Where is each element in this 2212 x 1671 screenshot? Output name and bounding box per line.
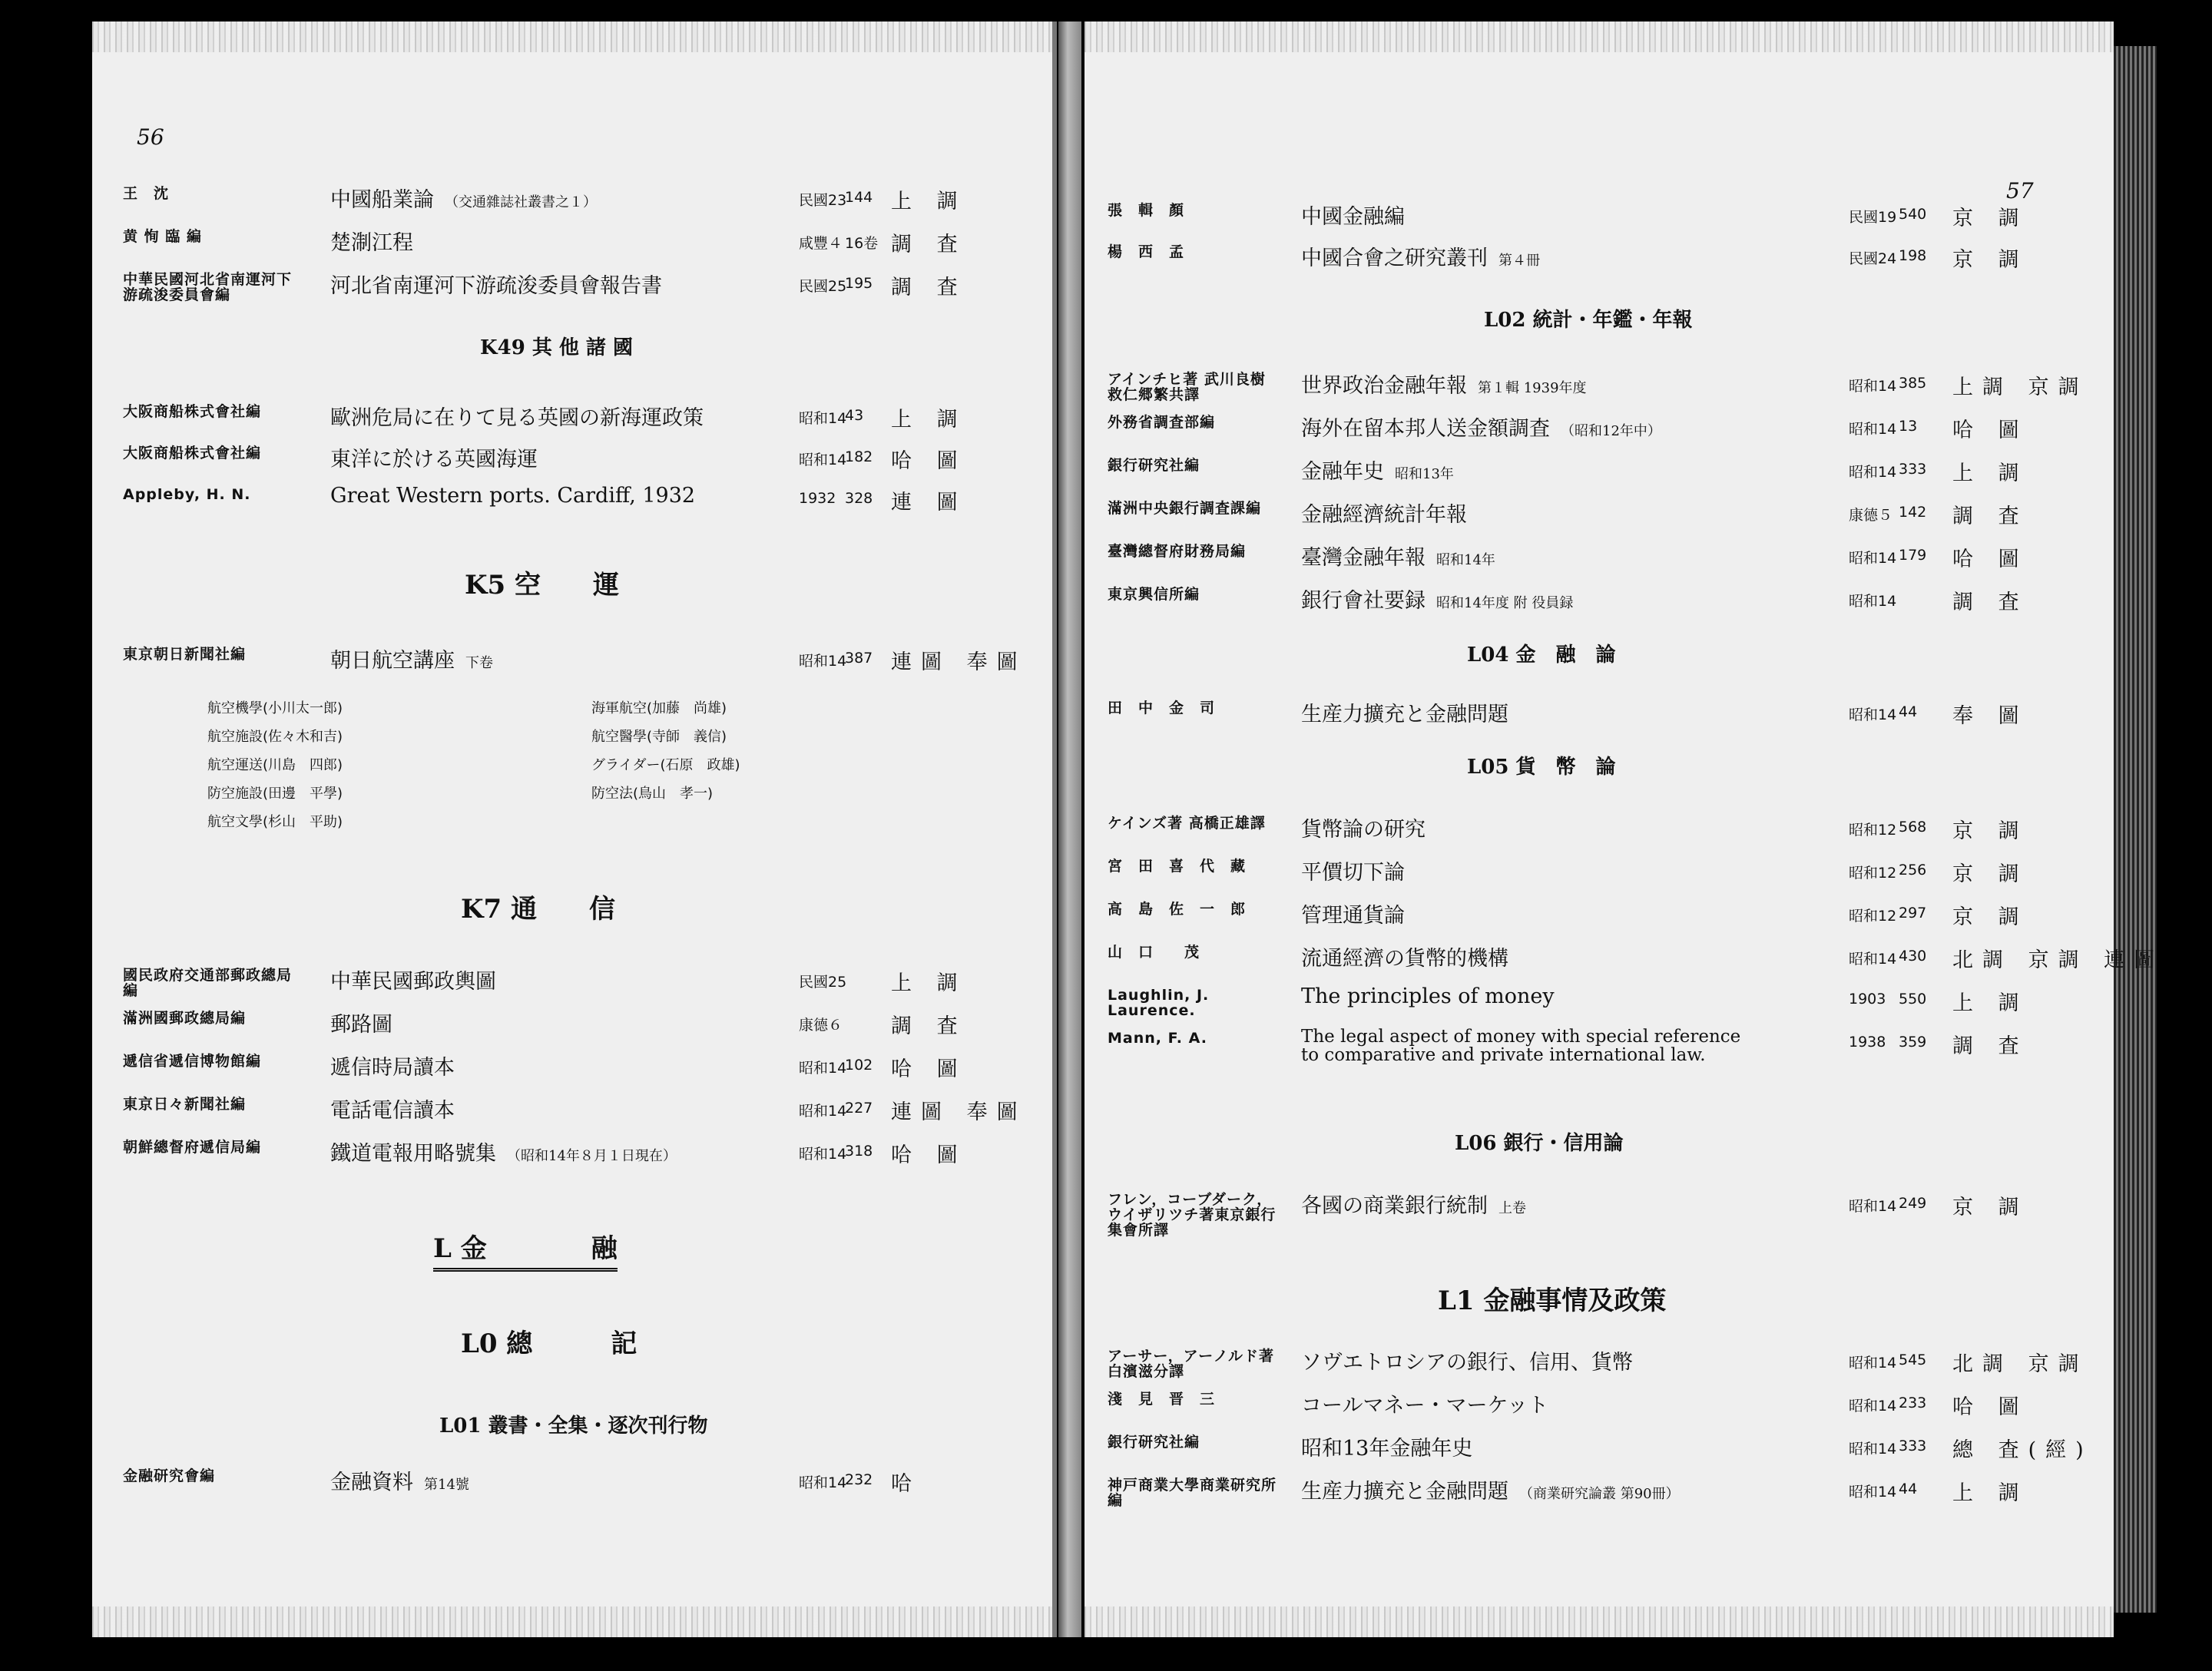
entry-year: 昭和14 bbox=[799, 1474, 847, 1491]
scan-noise-top bbox=[92, 22, 1052, 52]
entry-title: 中華民國郵政輿圖 bbox=[330, 970, 496, 994]
entry-row bbox=[1084, 584, 2114, 624]
entry-note: 上卷 bbox=[1498, 1200, 1526, 1216]
entry-author: 朝鮮總督府遞信局編 bbox=[123, 1139, 262, 1156]
entry-author: Laughlin, J. Laurence. bbox=[1108, 987, 1210, 1019]
entry-pages: 195 bbox=[845, 275, 873, 292]
section-heading-l05: L05 貨 幣 論 bbox=[1467, 756, 1616, 779]
entry-location: 哈 圖 bbox=[891, 1057, 967, 1081]
entry-title: 朝日航空講座 下卷 bbox=[330, 649, 493, 673]
entry-author: 金融研究會編 bbox=[123, 1468, 216, 1484]
entry-pages: 318 bbox=[845, 1143, 873, 1160]
entry-year: 1932 bbox=[799, 490, 836, 507]
entry-year: 昭和14 bbox=[1849, 951, 1897, 968]
entry-title: 遞信時局讀本 bbox=[330, 1056, 455, 1080]
entry-row bbox=[1084, 1431, 2114, 1471]
entry-year: 昭和14 bbox=[1849, 593, 1897, 610]
entry-author: 楊 西 孟 bbox=[1108, 243, 1185, 260]
entry-title: Great Western ports. Cardiff, 1932 bbox=[330, 484, 696, 508]
entry-author: 銀行研究社編 bbox=[1108, 457, 1200, 474]
entry-year: 昭和14 bbox=[1849, 1355, 1897, 1372]
entry-author: 東京朝日新聞社編 bbox=[123, 646, 247, 663]
entry-year: 昭和14 bbox=[799, 452, 847, 468]
entry-note: 昭和13年 bbox=[1395, 466, 1454, 482]
entry-location: 連圖 奉圖 bbox=[891, 1100, 1027, 1124]
entry-title: 平價切下論 bbox=[1301, 861, 1405, 885]
entry-title: The legal aspect of money with special reference to comparative and private international law. bbox=[1301, 1027, 1741, 1065]
entry-title: 海外在留本邦人送金額調査 （昭和12年中） bbox=[1301, 417, 1661, 441]
entry-author: アインチヒ著 武川良樹 救仁郷繁共譯 bbox=[1108, 371, 1266, 403]
entry-title: コールマネー・マーケット bbox=[1301, 1394, 1549, 1418]
entry-location: 調 査 bbox=[1952, 505, 2028, 528]
entry-author: 田 中 金 司 bbox=[1108, 700, 1216, 716]
entry-title: The principles of money bbox=[1301, 984, 1555, 1008]
entry-pages: 550 bbox=[1899, 991, 1927, 1008]
page-number: 56 bbox=[137, 124, 164, 150]
entry-pages: 44 bbox=[1899, 703, 1918, 720]
entry-author: アーサー，アーノルド著白濱滋分譯 bbox=[1108, 1348, 1274, 1380]
entry-location: 哈 圖 bbox=[1952, 548, 2028, 571]
entry-row bbox=[1084, 1345, 2114, 1385]
entry-row bbox=[1084, 812, 2114, 852]
entry-row bbox=[1084, 697, 2114, 737]
entry-year: 昭和14 bbox=[1849, 1441, 1897, 1458]
entry-pages: 359 bbox=[1899, 1034, 1927, 1051]
entry-location: 京 調 bbox=[1952, 1196, 2028, 1219]
entry-row bbox=[92, 1094, 1052, 1133]
entry-title: 貨幣論の研究 bbox=[1301, 818, 1426, 842]
entry-title: 東洋に於ける英國海運 bbox=[330, 448, 538, 472]
entry-author: 神戸商業大學商業研究所編 bbox=[1108, 1477, 1277, 1509]
entry-row bbox=[92, 269, 1052, 309]
entry-title: 金融資料 第14號 bbox=[330, 1471, 469, 1494]
entry-location: 上 調 bbox=[1952, 991, 2028, 1015]
entry-year: 康德５ bbox=[1849, 507, 1893, 524]
entry-title: 臺灣金融年報 昭和14年 bbox=[1301, 546, 1495, 570]
entry-pages: 44 bbox=[1899, 1481, 1918, 1497]
entry-location: 哈 圖 bbox=[891, 1143, 967, 1167]
entry-location: 調 査 bbox=[1952, 1034, 2028, 1058]
entry-pages: 16卷 bbox=[845, 235, 879, 252]
entry-row bbox=[1084, 1189, 2114, 1239]
entry-note: 昭和14年 bbox=[1436, 552, 1495, 568]
entry-pages: 43 bbox=[845, 407, 864, 424]
section-heading-l0: L0 總 記 bbox=[461, 1329, 637, 1359]
entry-pages: 13 bbox=[1899, 418, 1918, 435]
entry-location: 哈 圖 bbox=[891, 449, 967, 473]
entry-row bbox=[92, 183, 1052, 223]
entry-location: 上 調 bbox=[1952, 462, 2028, 485]
entry-location: 調 査 bbox=[891, 1014, 967, 1038]
entry-row bbox=[92, 1465, 1052, 1505]
entry-pages: 144 bbox=[845, 189, 873, 206]
entry-row bbox=[1084, 412, 2114, 452]
entry-pages: 142 bbox=[1899, 504, 1927, 521]
subitem: グライダー(石原 政雄) bbox=[591, 757, 740, 773]
entry-title: 中國船業論 （交通雜誌社叢書之１） bbox=[330, 188, 597, 212]
entry-location: 上調 京調 bbox=[1952, 376, 2088, 399]
entry-row bbox=[1084, 1388, 2114, 1428]
entry-year: 昭和14 bbox=[1849, 706, 1897, 723]
entry-author: 滿洲中央銀行調査課編 bbox=[1108, 500, 1262, 517]
entry-row bbox=[92, 644, 1052, 683]
entry-author: 臺灣總督府財務局編 bbox=[1108, 543, 1247, 560]
entry-row bbox=[92, 1051, 1052, 1090]
entry-location: 京 調 bbox=[1952, 248, 2028, 272]
entry-year: 昭和14 bbox=[799, 410, 847, 427]
entry-location: 連 圖 bbox=[891, 491, 967, 515]
right-page bbox=[1084, 22, 2164, 1637]
section-heading-l: L 金 融 bbox=[433, 1227, 618, 1272]
entry-row bbox=[1084, 541, 2114, 581]
left-page bbox=[92, 22, 1057, 1637]
entry-title: 金融年史 昭和13年 bbox=[1301, 460, 1454, 484]
entry-author: 高 島 佐 一 郎 bbox=[1108, 901, 1247, 918]
entry-row bbox=[1084, 941, 2164, 981]
entry-row bbox=[1084, 898, 2114, 938]
entry-title: 昭和13年金融年史 bbox=[1301, 1437, 1473, 1461]
entry-pages: 256 bbox=[1899, 862, 1927, 879]
entry-year: 民國23 bbox=[799, 192, 847, 209]
subitem: 航空機學(小川太一郎) bbox=[207, 700, 343, 716]
entry-title: 各國の商業銀行統制 上卷 bbox=[1301, 1194, 1526, 1218]
entry-row bbox=[92, 401, 1052, 441]
entry-year: 昭和14 bbox=[1849, 1484, 1897, 1501]
entry-note: 昭和14年度 附 役員録 bbox=[1436, 595, 1574, 611]
entry-author: 淺 見 晋 三 bbox=[1108, 1391, 1216, 1408]
entry-year: 民國19 bbox=[1849, 209, 1897, 226]
entry-year: 昭和14 bbox=[799, 653, 847, 670]
entry-pages: 387 bbox=[845, 650, 873, 667]
entry-author: 外務省調査部編 bbox=[1108, 414, 1216, 431]
entry-author: ケインズ著 高橋正雄譯 bbox=[1108, 815, 1266, 832]
entry-location: 上 調 bbox=[891, 190, 967, 213]
entry-year: 民國24 bbox=[1849, 250, 1897, 267]
entry-title: 中國合會之研究叢刊 第４冊 bbox=[1301, 247, 1540, 270]
subitem: 防空施設(田邊 平學) bbox=[207, 786, 343, 802]
entry-year: 咸豐４ bbox=[799, 235, 843, 252]
entry-title: 管理通貨論 bbox=[1301, 904, 1405, 928]
page-edges bbox=[2114, 46, 2157, 1613]
entry-author: 黄 恂 臨 編 bbox=[123, 228, 202, 245]
entry-location: 京 調 bbox=[1952, 862, 2028, 886]
entry-year: 昭和14 bbox=[1849, 550, 1897, 567]
entry-pages: 333 bbox=[1899, 461, 1927, 478]
subitem: 航空運送(川島 四郎) bbox=[207, 757, 343, 773]
entry-title: ソヴエトロシアの銀行、信用、貨幣 bbox=[1301, 1351, 1633, 1375]
entry-author: 滿洲國郵政總局編 bbox=[123, 1010, 247, 1027]
entry-note: （商業研究論叢 第90冊） bbox=[1519, 1486, 1680, 1502]
entry-title: 生産力擴充と金融問題 bbox=[1301, 703, 1508, 726]
entry-title: 世界政治金融年報 第１輯 1939年度 bbox=[1301, 374, 1587, 398]
entry-author: Mann, F. A. bbox=[1108, 1030, 1207, 1047]
entry-title: 金融經濟統計年報 bbox=[1301, 503, 1467, 527]
entry-location: 上 調 bbox=[891, 408, 967, 432]
scan-noise-bottom bbox=[1084, 1606, 2114, 1637]
entry-title: 生産力擴充と金融問題 （商業研究論叢 第90冊） bbox=[1301, 1480, 1680, 1504]
entry-location: 連圖 奉圖 bbox=[891, 650, 1027, 674]
entry-location: 北調 京調 bbox=[1952, 1352, 2088, 1376]
entry-author: 中華民國河北省南運河下游疏浚委員會編 bbox=[123, 271, 293, 303]
entry-pages: 328 bbox=[845, 490, 873, 507]
entry-location: 北調 京調 連圖 bbox=[1952, 948, 2164, 972]
entry-author: 東京興信所編 bbox=[1108, 586, 1200, 603]
entry-year: 民國25 bbox=[799, 974, 847, 991]
book-spine bbox=[1058, 22, 1081, 1637]
entry-pages: 333 bbox=[1899, 1438, 1927, 1454]
entry-year: 1903 bbox=[1849, 991, 1886, 1008]
entry-location: 哈 bbox=[891, 1472, 921, 1496]
entry-year: 1938 bbox=[1849, 1034, 1886, 1051]
subitem: 航空醫學(寺師 義信) bbox=[591, 729, 727, 745]
entry-row bbox=[1084, 855, 2114, 895]
section-heading-l04: L04 金 融 論 bbox=[1467, 644, 1616, 667]
section-heading-l1: L1 金融事情及政策 bbox=[1438, 1286, 1667, 1316]
entry-year: 昭和12 bbox=[1849, 822, 1897, 839]
entry-row bbox=[1084, 498, 2114, 538]
entry-pages: 545 bbox=[1899, 1352, 1927, 1368]
entry-author: 遞信省遞信博物館編 bbox=[123, 1053, 262, 1070]
entry-pages: 233 bbox=[1899, 1395, 1927, 1411]
entry-author: 王 沈 bbox=[123, 185, 170, 202]
entry-author: 山 口 茂 bbox=[1108, 944, 1200, 961]
section-heading-k5: K5 空 運 bbox=[465, 570, 620, 601]
section-heading-l02: L02 統計・年鑑・年報 bbox=[1484, 309, 1693, 332]
section-heading-l01: L01 叢書・全集・逐次刊行物 bbox=[439, 1415, 708, 1438]
entry-pages: 249 bbox=[1899, 1195, 1927, 1212]
entry-note: （交通雜誌社叢書之１） bbox=[445, 194, 597, 210]
entry-author: 銀行研究社編 bbox=[1108, 1434, 1200, 1451]
scan-noise-bottom bbox=[92, 1606, 1052, 1637]
section-heading-k49: K49 其 他 諸 國 bbox=[480, 336, 633, 359]
entry-row bbox=[1084, 241, 2114, 281]
section-heading-l06: L06 銀行・信用論 bbox=[1455, 1132, 1624, 1155]
subitem: 防空法(鳥山 孝一) bbox=[591, 786, 714, 802]
entry-author: 國民政府交通部郵政總局編 bbox=[123, 967, 293, 999]
entry-location: 上 調 bbox=[891, 971, 967, 995]
entry-year: 昭和12 bbox=[1849, 908, 1897, 925]
entry-author: 東京日々新聞社編 bbox=[123, 1096, 247, 1113]
entry-note: 第１輯 1939年度 bbox=[1478, 380, 1587, 396]
entry-note: 第４冊 bbox=[1498, 253, 1540, 269]
entry-row bbox=[1084, 1027, 2114, 1067]
entry-title: 歐洲危局に在りて見る英國の新海運政策 bbox=[330, 406, 704, 430]
entry-title: 鐵道電報用略號集 （昭和14年８月１日現在） bbox=[330, 1142, 677, 1166]
entry-row bbox=[1084, 984, 2114, 1024]
entry-year: 昭和14 bbox=[1849, 421, 1897, 438]
entry-title: 楚淛江程 bbox=[330, 231, 413, 255]
entry-row bbox=[92, 226, 1052, 266]
entry-pages: 297 bbox=[1899, 905, 1927, 922]
entry-year: 昭和12 bbox=[1849, 865, 1897, 882]
scan-noise-top bbox=[1084, 22, 2114, 52]
entry-location: 上 調 bbox=[1952, 1481, 2028, 1505]
entry-year: 昭和14 bbox=[1849, 464, 1897, 481]
entry-pages: 182 bbox=[845, 448, 873, 465]
entry-location: 奉 圖 bbox=[1952, 704, 2028, 728]
entry-title: 中國金融編 bbox=[1301, 205, 1405, 229]
entry-location: 總 査(經) bbox=[1952, 1438, 2093, 1462]
entry-title: 電話電信讀本 bbox=[330, 1099, 455, 1123]
entry-author: 大阪商船株式會社編 bbox=[123, 445, 262, 462]
entry-location: 哈 圖 bbox=[1952, 419, 2028, 442]
entry-row bbox=[92, 965, 1052, 1004]
entry-year: 昭和14 bbox=[799, 1060, 847, 1077]
entry-title: 郵路圖 bbox=[330, 1013, 392, 1037]
entry-location: 調 査 bbox=[891, 233, 967, 256]
entry-row bbox=[92, 1137, 1052, 1176]
entry-year: 昭和14 bbox=[799, 1103, 847, 1120]
entry-location: 京 調 bbox=[1952, 819, 2028, 843]
entry-row bbox=[92, 1008, 1052, 1047]
entry-pages: 568 bbox=[1899, 819, 1927, 836]
entry-title: 河北省南運河下游疏浚委員會報告書 bbox=[330, 274, 662, 298]
entry-location: 調 査 bbox=[891, 276, 967, 299]
entry-location: 哈 圖 bbox=[1952, 1395, 2028, 1419]
entry-row bbox=[92, 442, 1052, 482]
entry-title: 銀行會社要録 昭和14年度 附 役員録 bbox=[1301, 589, 1574, 613]
entry-note: （昭和14年８月１日現在） bbox=[507, 1148, 677, 1164]
entry-pages: 232 bbox=[845, 1471, 873, 1488]
entry-location: 京 調 bbox=[1952, 905, 2028, 929]
entry-pages: 227 bbox=[845, 1100, 873, 1117]
entry-pages: 430 bbox=[1899, 948, 1927, 965]
entry-year: 昭和14 bbox=[1849, 1398, 1897, 1415]
section-heading-k7: K7 通 信 bbox=[461, 894, 616, 925]
subitem: 航空施設(佐々木和吉) bbox=[207, 729, 343, 745]
entry-pages: 179 bbox=[1899, 547, 1927, 564]
subitem: 海軍航空(加藤 尚雄) bbox=[591, 700, 727, 716]
entry-title: 流通經濟の貨幣的機構 bbox=[1301, 947, 1508, 971]
entry-year: 民國25 bbox=[799, 278, 847, 295]
entry-location: 調 査 bbox=[1952, 591, 2028, 614]
subitem: 航空文學(杉山 平助) bbox=[207, 814, 343, 830]
entry-pages: 198 bbox=[1899, 247, 1927, 264]
entry-pages: 385 bbox=[1899, 375, 1927, 392]
entry-author: 宮 田 喜 代 藏 bbox=[1108, 858, 1247, 875]
entry-row bbox=[1084, 1474, 2114, 1514]
entry-year: 昭和14 bbox=[1849, 378, 1897, 395]
page-number: 57 bbox=[2006, 178, 2034, 203]
entry-row bbox=[1084, 200, 2114, 240]
entry-author: Appleby, H. N. bbox=[123, 486, 251, 503]
entry-note: 下卷 bbox=[465, 655, 493, 671]
entry-note: （昭和12年中） bbox=[1561, 423, 1661, 439]
entry-row bbox=[92, 484, 1052, 524]
entry-year: 昭和14 bbox=[1849, 1198, 1897, 1215]
entry-pages: 540 bbox=[1899, 206, 1927, 223]
entry-pages: 102 bbox=[845, 1057, 873, 1074]
entry-author: フレン，コーブダーク， ウイザリツチ著東京銀行集會所譯 bbox=[1108, 1191, 1277, 1239]
entry-note: 第14號 bbox=[424, 1477, 469, 1493]
entry-year: 昭和14 bbox=[799, 1146, 847, 1163]
entry-author: 大阪商船株式會社編 bbox=[123, 403, 262, 420]
entry-row bbox=[1084, 369, 2114, 409]
entry-author: 張 輯 顏 bbox=[1108, 202, 1185, 219]
entry-location: 京 調 bbox=[1952, 207, 2028, 230]
entry-row bbox=[1084, 455, 2114, 495]
entry-year: 康德６ bbox=[799, 1017, 843, 1034]
